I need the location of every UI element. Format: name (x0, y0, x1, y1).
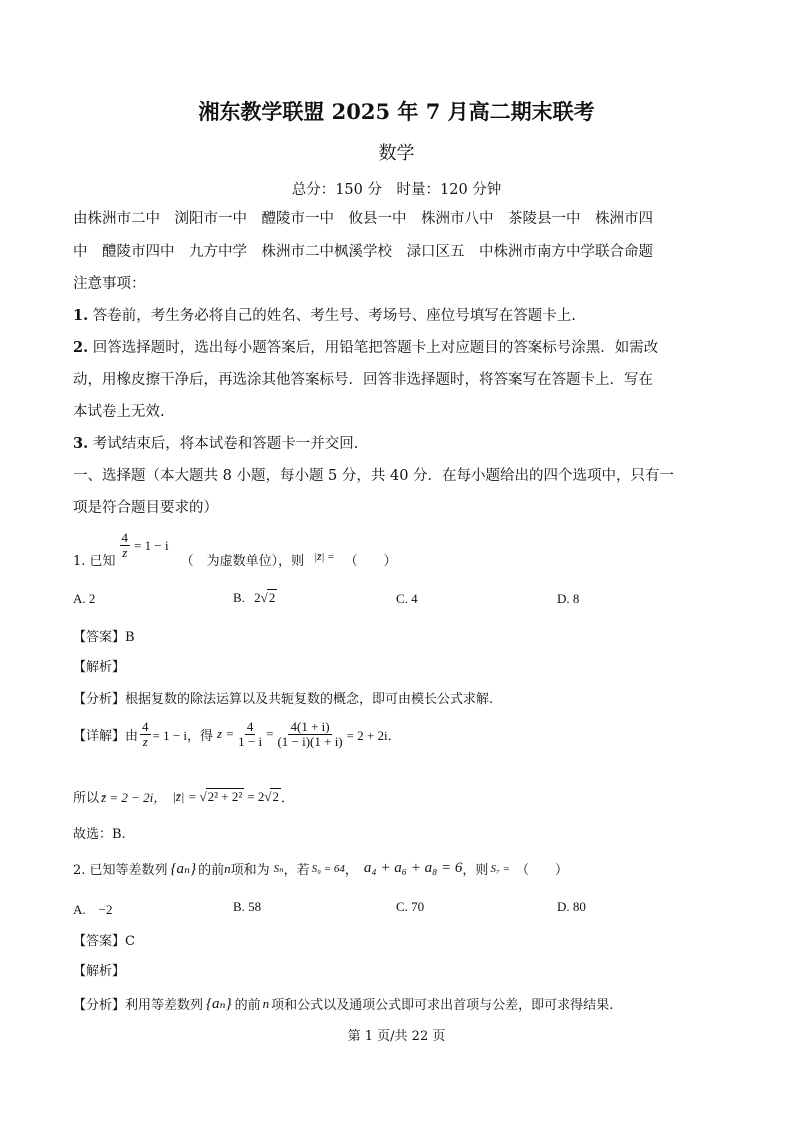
q1-detail: 【详解】由 $\frac{4}{z}$ = 1 − i，得 z = $\frac{4}{1 - i}$ = $\frac{4(1 + i)}{(1 - i)(1 + i)}$ = 2 + 2i． (73, 719, 401, 749)
q1-detail-frac3-num: 4(1 + i) (290, 719, 330, 734)
section-1-line-2: 项是符合题目要求的） (73, 500, 218, 516)
q2-s9: S₉ = 64 (311, 862, 345, 875)
q1-sqrt-inner: 2² + 2² (207, 789, 243, 804)
exam-title: 湘东教学联盟 2025 年 7 月高二期末联考 (198, 99, 595, 124)
q1-detail-result: = 2 + 2i． (346, 727, 401, 743)
q2-sep: ， (344, 863, 358, 878)
q2-fenxi-a: 【分析】利用等差数列 (73, 998, 204, 1013)
q1-opt-b-rad: 2 (268, 590, 276, 605)
q2-s7: S₇ = (490, 862, 510, 875)
q1-suoyi: 所以 (73, 791, 100, 806)
q2-fenxi (73, 994, 613, 1013)
q2-mid2: 项和为 (230, 863, 270, 878)
q1-opt-b-label: B. (233, 590, 245, 605)
note-2-line-3: 本试卷上无效. (73, 404, 165, 420)
q2-prefix: 2. 已知等差数列 (73, 863, 168, 878)
q1-analysis-label: 【解析】 (73, 660, 126, 675)
intro-line-1: 由株洲市二中 浏阳市一中 醴陵市一中 攸县一中 株洲市八中 茶陵县一中 株洲市四 (73, 211, 653, 227)
note-3-text: 考试结束后，将本试卷和答题卡一并交回. (92, 436, 359, 452)
q1-modulus-line: 所以 z̄ = 2 − 2i， |z̄| = √ 2² + 2² = 2 √ 2 ． (73, 788, 294, 806)
q1-answer: 【答案】B (73, 630, 135, 645)
q1-mod-res-coef: = 2 (247, 788, 265, 804)
q1-opt-b-coef: 2 (254, 590, 261, 605)
q1-prefix: 1. 已知 (73, 554, 116, 569)
q1-detail-label: 【详解】由 (73, 728, 139, 744)
note-2-line-2: 动，用橡皮擦干净后，再选涂其他答案标号．回答非选择题时，将答案写在答题卡上．写在 (73, 372, 653, 388)
exam-subject: 数学 (378, 143, 415, 164)
q2-mid3: ，若 (283, 863, 310, 878)
q2-answer: 【答案】C (73, 934, 135, 949)
q2-mid4: ，则 (462, 863, 489, 878)
q2-fenxi-c: 项和公式以及通项公式即可求出首项与公差，即可求得结果. (271, 998, 614, 1013)
q1-detail-frac-den: z (142, 733, 148, 749)
question-1-stem (73, 522, 397, 569)
q2-option-b: B. 58 (233, 899, 262, 914)
q1-detail-z: z = (217, 726, 235, 742)
q1-detail-frac (140, 720, 151, 748)
q2-option-d: D. 80 (557, 899, 586, 914)
note-2-line-1 (73, 336, 658, 357)
notes-heading: 注意事项： (73, 276, 146, 292)
note-1-number: 1. (73, 307, 89, 324)
q2-option-c: C. 70 (396, 899, 425, 914)
section-1-line-1: 一、选择题（本大题共 8 小题，每小题 5 分，共 40 分．在每小题给出的四个选项中，只有一 (73, 468, 675, 484)
question-2-stem (73, 859, 568, 878)
note-2-number: 2. (73, 339, 89, 356)
q1-detail-eq1: = 1 − i，得 (152, 727, 214, 743)
note-3 (73, 432, 358, 453)
q1-option-a: A. 2 (73, 591, 96, 606)
note-3-number: 3. (73, 435, 89, 452)
q1-frac-num: 4 (121, 530, 129, 546)
note-1-text: 答卷前，考生务必将自己的姓名、考生号、考场号、座位号填写在答题卡上. (92, 308, 576, 324)
q2-n: n (224, 860, 231, 876)
q1-option-c: C. 4 (396, 591, 418, 606)
q1-fenxi: 【分析】根据复数的除法运算以及共轭复数的概念，即可由模长公式求解. (73, 692, 494, 707)
note-2-text-1: 回答选择题时，选出每小题答案后，用铅笔把答题卡上对应题目的答案标号涂黑．如需改 (92, 340, 659, 356)
q1-paren: （ ） (344, 554, 397, 569)
q1-eq: = 1 − i (134, 537, 169, 553)
q2-mid1: 的前 (198, 863, 225, 878)
q2-option-a: A. −2 (73, 902, 113, 917)
q1-detail-frac-num: 4 (142, 719, 149, 734)
q1-choice: 故选：B. (73, 827, 126, 842)
q2-fenxi-n: n (262, 995, 270, 1011)
q1-mid: （ 为虚数单位），则 (180, 554, 305, 569)
q2-seq: {aₙ} (170, 861, 197, 877)
intro-line-2: 中 醴陵市四中 九方中学 株洲市二中枫溪学校 渌口区五 中株洲市南方中学联合命题 (73, 244, 653, 260)
q2-cond: a₄ + a₆ + a₈ = 6 (363, 860, 463, 876)
q1-option-d: D. 8 (557, 591, 580, 606)
q1-detail-frac2-den: 1 − i (238, 733, 263, 749)
q2-sn: Sₙ (273, 863, 284, 875)
page-number: 第 1 页/共 22 页 (347, 1029, 446, 1044)
note-1 (73, 304, 576, 325)
q1-zbar: z̄ = 2 − 2i， (101, 790, 167, 805)
q2-fenxi-seq: {aₙ} (206, 996, 232, 1012)
q1-detail-frac2 (236, 720, 264, 748)
q1-option-b: B. 2√2 (233, 590, 276, 605)
q1-modz: |z̄| = (172, 788, 197, 804)
q2-fenxi-b: 的前 (234, 998, 261, 1013)
q2-analysis-label: 【解析】 (73, 964, 126, 979)
q1-mod-res-rad: 2 (272, 789, 279, 804)
q1-detail-frac3-den: (1 − i)(1 + i) (277, 733, 343, 749)
q1-detail-frac2-num: 4 (246, 719, 254, 734)
q1-frac-den: z (122, 545, 128, 560)
q2-paren: （ ） (515, 863, 568, 878)
exam-meta: 总分：150 分 时量：120 分钟 (291, 182, 502, 198)
q1-detail-frac3 (275, 720, 344, 748)
q1-fraction (120, 531, 131, 559)
q1-ask: |z̄| = (314, 550, 335, 563)
q1-mod-end: ． (280, 791, 294, 806)
